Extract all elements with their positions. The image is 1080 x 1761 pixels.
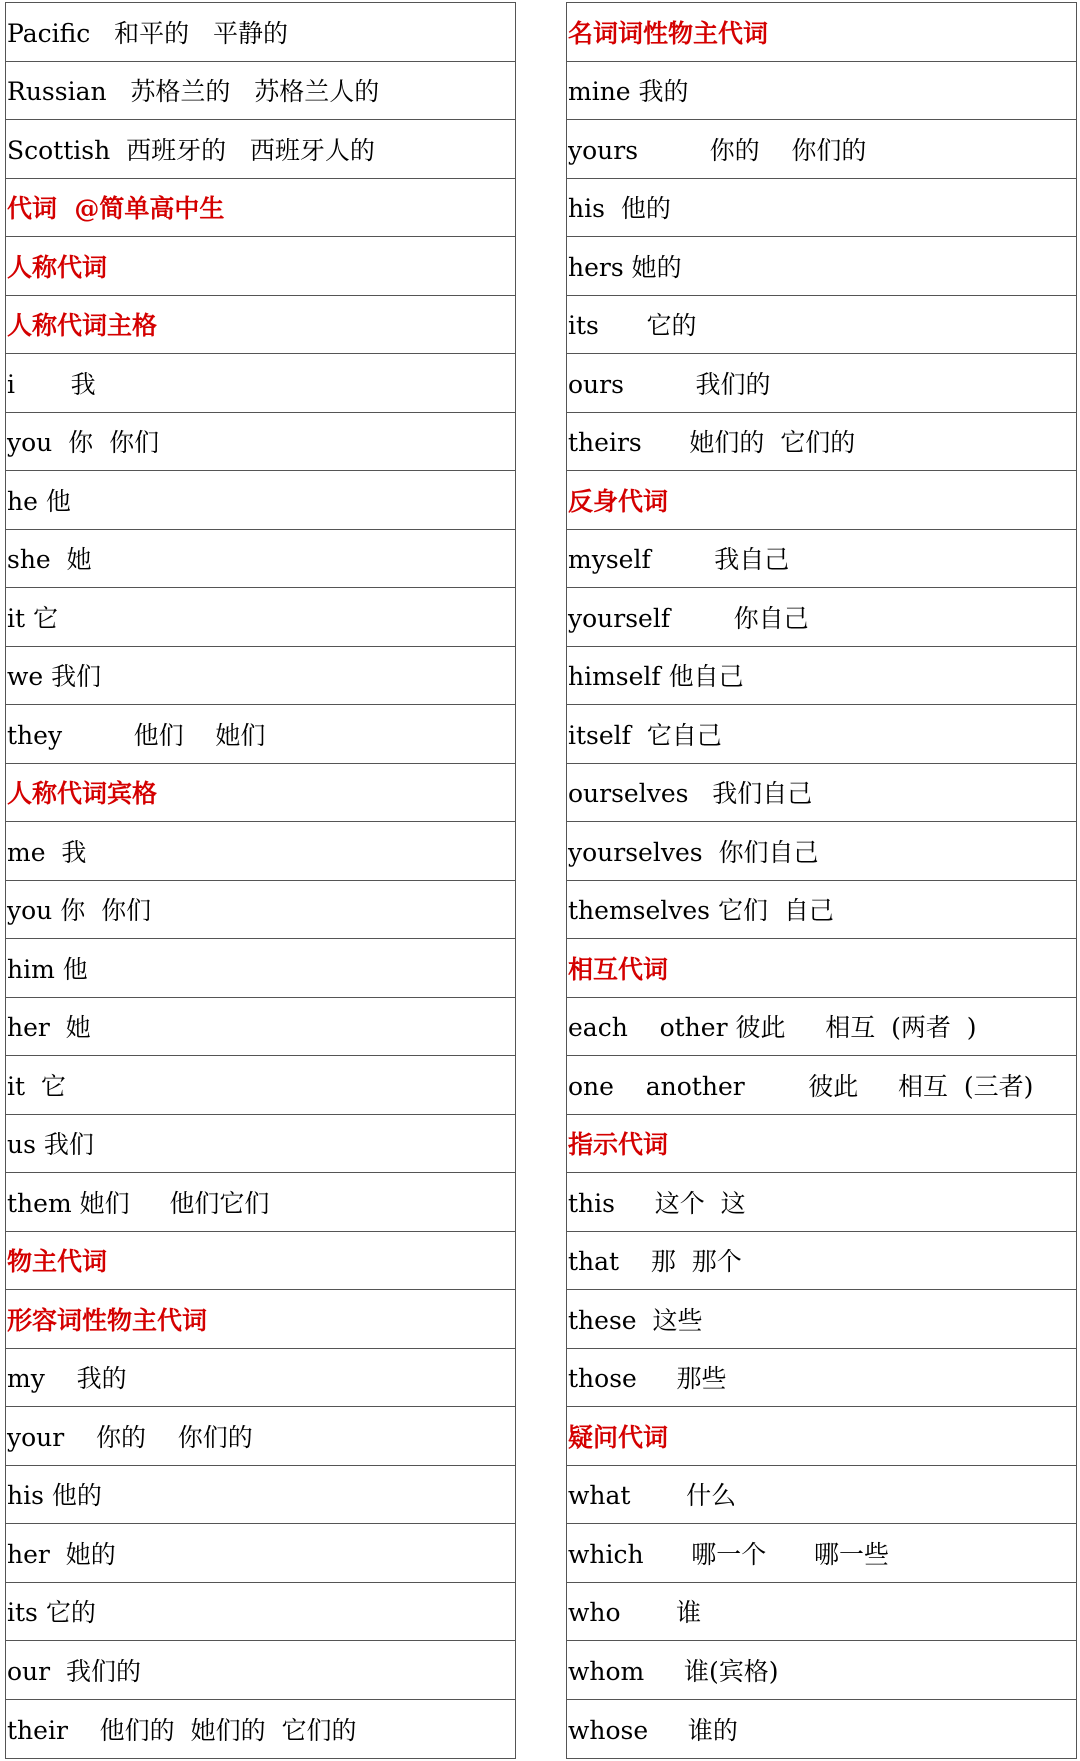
vocab-row: himself 他自己: [567, 647, 1076, 706]
vocab-row: whom 谁(宾格): [567, 1641, 1076, 1700]
vocab-row: theirs 她们的 它们的: [567, 413, 1076, 472]
vocab-row: him 他: [6, 939, 515, 998]
vocab-row: one another 彼此 相互 (三者): [567, 1056, 1076, 1115]
vocab-row: themselves 它们 自己: [567, 881, 1076, 940]
section-heading: 相互代词: [567, 939, 1076, 998]
section-heading: 代词 @简单高中生: [6, 179, 515, 238]
vocab-row: those 那些: [567, 1349, 1076, 1408]
vocab-row: each other 彼此 相互 (两者 ): [567, 998, 1076, 1057]
vocab-row: yours 你的 你们的: [567, 120, 1076, 179]
vocab-row: you 你 你们: [6, 413, 515, 472]
vocab-row: myself 我自己: [567, 530, 1076, 589]
vocab-row: us 我们: [6, 1115, 515, 1174]
vocab-row: you 你 你们: [6, 881, 515, 940]
vocab-row: ourselves 我们自己: [567, 764, 1076, 823]
vocab-row: her 她的: [6, 1524, 515, 1583]
vocab-row: them 她们 他们它们: [6, 1173, 515, 1232]
vocab-row: her 她: [6, 998, 515, 1057]
vocab-row: he 他: [6, 471, 515, 530]
vocab-row: ours 我们的: [567, 354, 1076, 413]
right-column-table: [566, 2, 1077, 1759]
section-heading: 疑问代词: [567, 1407, 1076, 1466]
vocab-row: me 我: [6, 822, 515, 881]
vocab-row: they 他们 她们: [6, 705, 515, 764]
vocab-row: that 那 那个: [567, 1232, 1076, 1291]
vocab-row: i 我: [6, 354, 515, 413]
section-heading: 指示代词: [567, 1115, 1076, 1174]
vocab-row: this 这个 这: [567, 1173, 1076, 1232]
vocab-row: its 它的: [567, 296, 1076, 355]
vocab-row: whose 谁的: [568, 1715, 738, 1745]
section-heading: 人称代词宾格: [6, 764, 515, 823]
vocab-row: its 它的: [6, 1583, 515, 1642]
vocab-row: yourself 你自己: [567, 588, 1076, 647]
vocab-row: mine 我的: [567, 62, 1076, 121]
vocab-row: she 她: [6, 530, 515, 589]
vocab-row: these 这些: [567, 1290, 1076, 1349]
section-heading: 形容词性物主代词: [6, 1290, 515, 1349]
vocab-row: itself 它自己: [567, 705, 1076, 764]
section-heading: 人称代词: [6, 237, 515, 296]
vocab-row: we 我们: [6, 647, 515, 706]
vocab-row: my 我的: [6, 1349, 515, 1408]
vocab-row: hers 她的: [567, 237, 1076, 296]
vocab-row: who 谁: [567, 1583, 1076, 1642]
vocab-row: Russian 苏格兰的 苏格兰人的: [6, 62, 515, 121]
section-heading: 物主代词: [6, 1232, 515, 1291]
vocab-row: your 你的 你们的: [6, 1407, 515, 1466]
vocab-row: Pacific 和平的 平静的: [6, 3, 515, 62]
section-heading: 名词词性物主代词: [567, 3, 1076, 62]
left-column-table: [5, 2, 516, 1759]
section-heading: 反身代词: [567, 471, 1076, 530]
vocab-row: which 哪一个 哪一些: [567, 1524, 1076, 1583]
vocab-row: Scottish 西班牙的 西班牙人的: [6, 120, 515, 179]
vocab-row: their 他们的 她们的 它们的: [7, 1715, 357, 1745]
vocab-row: his 他的: [6, 1466, 515, 1525]
vocab-row: what 什么: [567, 1466, 1076, 1525]
vocab-row: yourselves 你们自己: [567, 822, 1076, 881]
vocab-row: our 我们的: [6, 1641, 515, 1700]
vocab-row: his 他的: [567, 179, 1076, 238]
vocab-row: it 它: [6, 588, 515, 647]
section-heading: 人称代词主格: [6, 296, 515, 355]
vocab-row: it 它: [6, 1056, 515, 1115]
